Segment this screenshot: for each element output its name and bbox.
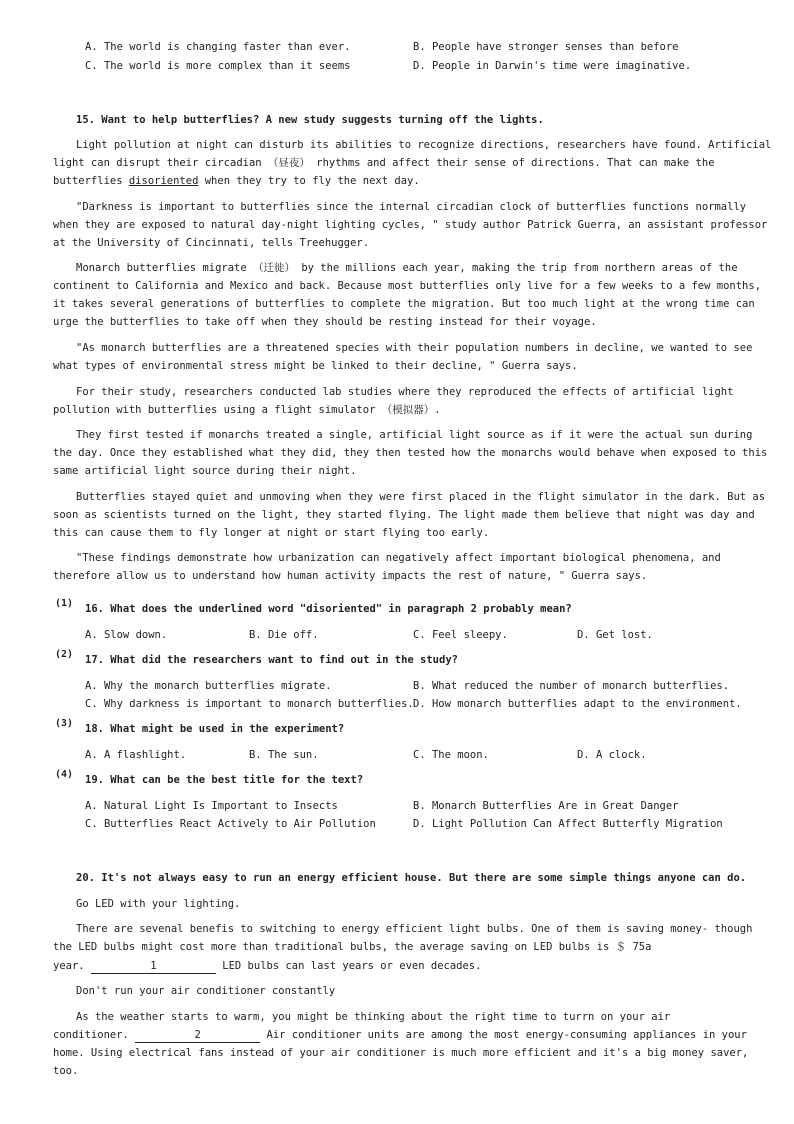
option-b: B. People have stronger senses than before bbox=[413, 41, 679, 53]
paragraph-line: urge the butterflies to take off when they should be resting instead for their voyage. bbox=[53, 316, 597, 328]
choice-d: D. Light Pollution Can Affect Butterfly Migration bbox=[413, 818, 723, 830]
choice-c: C. Why darkness is important to monarch butterflies. bbox=[85, 698, 414, 710]
paragraph-line: the day. Once they established what they did, they then tested how the monarchs would behave when exposed to this bbox=[53, 447, 768, 459]
subheading: Go LED with your lighting. bbox=[76, 898, 241, 910]
blank-1[interactable]: 1 bbox=[91, 960, 216, 974]
choice-b: B. The sun. bbox=[249, 749, 319, 761]
paragraph-line: For their study, researchers conducted lab studies where they reproduced the effects of artificial light bbox=[76, 386, 734, 398]
paragraph-line: pollution with butterflies using a flight simulator （模拟器）. bbox=[53, 404, 441, 416]
paragraph-line: Light pollution at night can disturb its abilities to recognize directions, researchers have found. Artificial bbox=[76, 139, 772, 151]
paragraph-line: There are sevenal benefis to switching to energy efficient light bulbs. One of them is saving money- though bbox=[76, 923, 753, 935]
paragraph-line: "These findings demonstrate how urbanization can negatively affect important biological phenomena, and bbox=[76, 552, 721, 564]
text-segment: year. bbox=[53, 960, 91, 972]
text-segment: butterflies bbox=[53, 175, 129, 187]
paragraph-line: soon as scientists turned on the light, they started flying. The light made them believe that night was day and bbox=[53, 509, 755, 521]
question-text: 17. What did the researchers want to find out in the study? bbox=[85, 654, 458, 666]
subheading: Don't run your air conditioner constantly bbox=[76, 985, 336, 997]
choice-d: D. How monarch butterflies adapt to the environment. bbox=[413, 698, 742, 710]
choice-c: C. Butterflies React Actively to Air Pollution bbox=[85, 818, 376, 830]
option-d: D. People in Darwin's time were imaginative. bbox=[413, 60, 692, 72]
choice-a: A. A flashlight. bbox=[85, 749, 187, 761]
choice-a: A. Slow down. bbox=[85, 629, 168, 641]
choice-a: A. Why the monarch butterflies migrate. bbox=[85, 680, 332, 692]
option-c: C. The world is more complex than it seems bbox=[85, 60, 351, 72]
question-text: 16. What does the underlined word "disoriented" in paragraph 2 probably mean? bbox=[85, 603, 572, 615]
paragraph-line: continent to California and Mexico and back. Because most butterflies only live for a few weeks to a few months, bbox=[53, 280, 762, 292]
paragraph-line: too. bbox=[53, 1065, 79, 1077]
text-segment: conditioner. bbox=[53, 1029, 136, 1041]
paragraph-line: the LED bulbs might cost more than traditional bulbs, the average saving on LED bulbs is ＄ 75a bbox=[53, 941, 652, 953]
paragraph-line bbox=[53, 957, 481, 975]
choice-b: B. Monarch Butterflies Are in Great Danger bbox=[413, 800, 679, 812]
passage-15-heading: 15. Want to help butterflies? A new study suggests turning off the lights. bbox=[76, 114, 544, 126]
paragraph-line: what types of environmental stress might be linked to their decline, " Guerra says. bbox=[53, 360, 578, 372]
paragraph-line: this can cause them to fly longer at night or start flying too early. bbox=[53, 527, 490, 539]
underlined-word: disoriented bbox=[128, 175, 199, 187]
paragraph-line: "Darkness is important to butterflies since the internal circadian clock of butterflies functions normally bbox=[76, 201, 747, 213]
question-number: (3) bbox=[55, 718, 74, 729]
paragraph-line: same artificial light source during their night. bbox=[53, 465, 357, 477]
question-number: (2) bbox=[55, 649, 74, 660]
choice-a: A. Natural Light Is Important to Insects bbox=[85, 800, 338, 812]
text-segment: when they try to fly the next day. bbox=[198, 175, 420, 187]
paragraph-line: it takes several generations of butterflies to complete the migration. But too much light at the wrong time can bbox=[53, 298, 755, 310]
choice-c: C. Feel sleepy. bbox=[413, 629, 508, 641]
paragraph-line: Monarch butterflies migrate （迁徙） by the millions each year, making the trip from northern areas of the bbox=[76, 262, 738, 274]
question-text: 19. What can be the best title for the text? bbox=[85, 774, 364, 786]
paragraph-line: therefore allow us to understand how human activity impacts the rest of nature, " Guerra says. bbox=[53, 570, 648, 582]
passage-20-heading: 20. It's not always easy to run an energy efficient house. But there are some simple things anyone can do. bbox=[76, 872, 747, 884]
paragraph-line: home. Using electrical fans instead of your air conditioner is much more efficient and it's a big money saver, bbox=[53, 1047, 749, 1059]
paragraph-line: at the University of Cincinnati, tells Treehugger. bbox=[53, 237, 370, 249]
paragraph-line bbox=[53, 1026, 747, 1044]
choice-c: C. The moon. bbox=[413, 749, 489, 761]
choice-b: B. What reduced the number of monarch butterflies. bbox=[413, 680, 730, 692]
question-number: (1) bbox=[55, 598, 74, 609]
option-a: A. The world is changing faster than ever. bbox=[85, 41, 351, 53]
choice-b: B. Die off. bbox=[249, 629, 319, 641]
choice-d: D. A clock. bbox=[577, 749, 647, 761]
paragraph-line: They first tested if monarchs treated a single, artificial light source as if it were the actual sun during bbox=[76, 429, 753, 441]
paragraph-line: light can disrupt their circadian （昼夜） rhythms and affect their sense of directions. That can make the bbox=[53, 157, 715, 169]
paragraph-line: "As monarch butterflies are a threatened species with their population numbers in decline, we wanted to see bbox=[76, 342, 753, 354]
question-text: 18. What might be used in the experiment? bbox=[85, 723, 345, 735]
paragraph-line: Butterflies stayed quiet and unmoving when they were first placed in the flight simulator in the dark. But as bbox=[76, 491, 766, 503]
blank-2[interactable]: 2 bbox=[135, 1029, 260, 1043]
text-segment: Air conditioner units are among the most energy-consuming appliances in your bbox=[260, 1029, 747, 1041]
paragraph-line: As the weather starts to warm, you might be thinking about the right time to turrn on your air bbox=[76, 1011, 671, 1023]
paragraph-line bbox=[53, 172, 420, 190]
paragraph-line: when they are exposed to natural day-night lighting cycles, " study author Patrick Guerra, an assistant professor bbox=[53, 219, 768, 231]
text-segment: LED bulbs can last years or even decades. bbox=[215, 960, 482, 972]
question-number: (4) bbox=[55, 769, 74, 780]
choice-d: D. Get lost. bbox=[577, 629, 653, 641]
